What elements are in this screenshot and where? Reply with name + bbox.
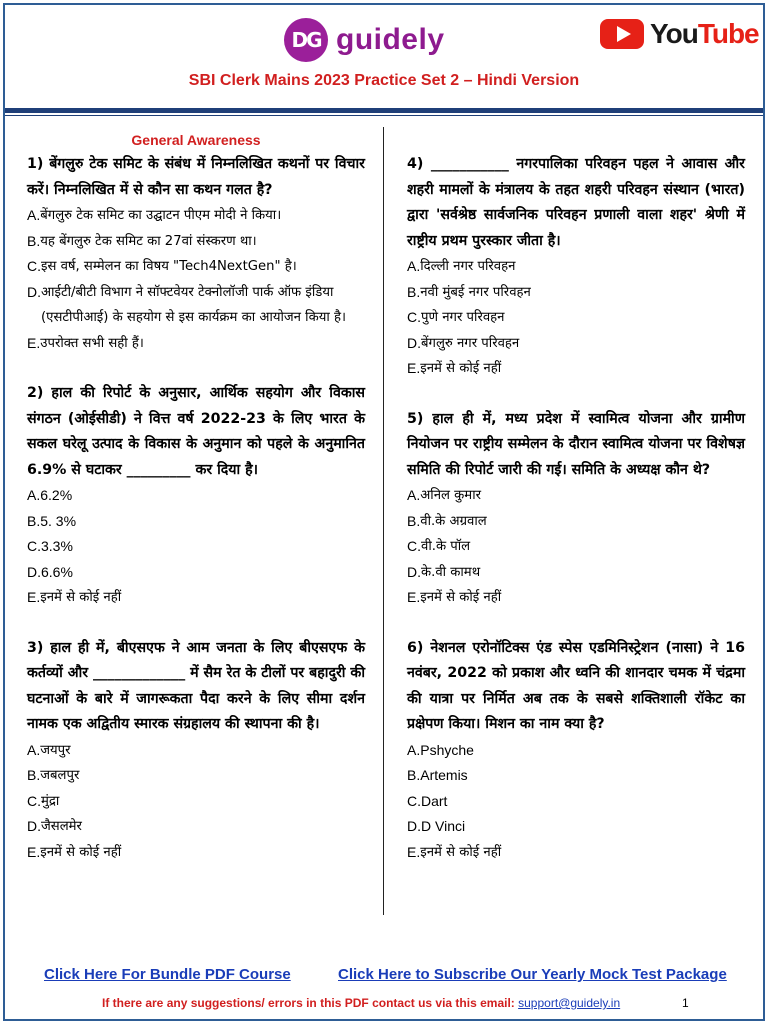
document-title: SBI Clerk Mains 2023 Practice Set 2 – Hindi Version: [188, 72, 580, 89]
youtube-play-icon: [600, 19, 644, 49]
option-letter: C.: [407, 792, 421, 809]
option-text: मुंद्रा: [41, 793, 60, 809]
question-block: [407, 407, 745, 611]
option-item: [27, 840, 365, 866]
option-letter: C.: [407, 538, 421, 554]
option-item: [27, 509, 365, 535]
option-item: [27, 483, 365, 509]
option-text: जबलपुर: [40, 768, 80, 783]
option-text: इनमें से कोई नहीं: [420, 590, 502, 605]
left-column: [27, 130, 365, 890]
guidely-logo[interactable]: [284, 16, 445, 64]
option-item: [27, 814, 365, 840]
option-letter: B.: [27, 232, 41, 249]
option-text: जैसलमेर: [41, 819, 82, 834]
option-item: [407, 280, 745, 306]
option-item: [407, 814, 745, 840]
bundle-pdf-course-link[interactable]: Click Here For Bundle PDF Course: [44, 966, 291, 983]
option-item: [27, 534, 365, 560]
option-item: [407, 356, 745, 382]
option-letter: E.: [27, 843, 41, 860]
option-text: 6.2%: [40, 487, 73, 503]
subscribe-mock-test-link[interactable]: Click Here to Subscribe Our Yearly Mock Test Package: [338, 966, 727, 983]
option-item: [407, 789, 745, 815]
option-text: उपरोक्त सभी सही हैं।: [40, 335, 144, 351]
option-item: [407, 305, 745, 331]
option-text: 3.3%: [41, 538, 73, 554]
column-spacer: [407, 130, 745, 152]
option-item: [27, 789, 365, 815]
option-letter: B.: [27, 512, 41, 529]
header-divider: [5, 108, 763, 113]
question-block: [407, 636, 745, 866]
question-block: [407, 152, 745, 382]
option-letter: E.: [407, 589, 421, 605]
option-text: 6.6%: [41, 563, 73, 580]
question-block: [27, 636, 365, 866]
option-item: [407, 483, 745, 509]
option-letter: E.: [407, 360, 421, 376]
option-text: Dart: [421, 792, 448, 809]
option-text: Pshyche: [420, 741, 474, 758]
option-text: बेंगलुरु टेक समिट का उद्घाटन पीएम मोदी ने किया।: [40, 208, 282, 223]
option-text: यह बेंगलुरु टेक समिट का 27वां संस्करण था।: [40, 233, 257, 249]
option-item: [407, 738, 745, 764]
page-number: 1: [682, 996, 689, 1010]
option-item: [27, 203, 365, 229]
option-text: अनिल कुमार: [420, 488, 482, 503]
option-text: वी.के अग्रवाल: [420, 513, 487, 529]
youtube-wordmark: YouTube: [650, 18, 759, 49]
option-item: [27, 229, 365, 255]
option-item: [27, 331, 365, 357]
option-letter: D.: [407, 818, 421, 834]
section-title: General Awareness: [131, 132, 261, 148]
option-text: इनमें से कोई नहीं: [420, 361, 502, 376]
option-text: इनमें से कोई नहीं: [420, 844, 502, 860]
question-text: 4) ___________ नगरपालिका परिवहन पहल ने आवास और शहरी मामलों के मंत्रालय के तहत शहरी परिवहन संस्थान (भारत) द्वारा 'सर्वश्रेष्ठ सार्वजनिक परिवहन प्रणाली वाला शहर' श्रेणी में राष्ट्रीय प्रथम पुरस्कार जीता है।: [407, 156, 745, 249]
option-item: [407, 331, 745, 357]
option-letter: C.: [27, 792, 41, 809]
option-text: जयपुर: [40, 742, 71, 758]
option-text: इनमें से कोई नहीं: [40, 590, 122, 605]
column-divider: [383, 127, 384, 915]
option-item: [407, 509, 745, 535]
question-text: 5) हाल ही में, मध्य प्रदेश में स्वामित्व योजना और ग्रामीण नियोजन पर राष्ट्रीय सम्मेलन के दौरान स्वामित्व योजना पर विशेषज्ञ समिति की रिपोर्ट जारी की गई। समिति के अध्यक्ष कौन थे?: [407, 410, 745, 478]
option-letter: E.: [27, 334, 41, 351]
option-letter: D.: [27, 818, 41, 834]
option-letter: C.: [27, 258, 41, 274]
option-letter: A.: [27, 207, 41, 223]
option-letter: C.: [27, 538, 41, 554]
option-letter: D.: [407, 563, 421, 580]
option-letter: A.: [407, 487, 421, 503]
option-item: [27, 280, 365, 331]
option-letter: A.: [407, 258, 421, 274]
option-letter: B.: [27, 767, 41, 783]
option-text: के.वी कामथ: [421, 564, 481, 580]
option-letter: E.: [27, 589, 41, 605]
option-item: [407, 840, 745, 866]
option-letter: D.: [27, 563, 41, 580]
option-letter: C.: [407, 309, 421, 325]
option-letter: B.: [407, 512, 421, 529]
support-email-link[interactable]: support@guidely.in: [518, 996, 621, 1010]
guidely-logo-icon: DG: [284, 18, 328, 62]
option-text: 5. 3%: [40, 512, 77, 529]
option-letter: A.: [27, 741, 41, 758]
option-item: [407, 254, 745, 280]
option-text: दिल्ली नगर परिवहन: [420, 259, 516, 274]
option-text: इनमें से कोई नहीं: [40, 844, 122, 860]
option-item: [27, 585, 365, 611]
question-text: 3) हाल ही में, बीएसएफ ने आम जनता के लिए बीएसएफ के कर्तव्यों और _____________ में सैम रेत के टीलों पर बहादुरी की घटनाओं के बारे में जागरूकता पैदा करने के लिए सीमा दर्शन नामक एक अद्वितीय स्मारक संग्रहालय की स्थापना की है।: [27, 639, 365, 732]
option-item: [27, 763, 365, 789]
footer-links: [0, 966, 768, 988]
option-item: [27, 254, 365, 280]
footer-note-text: If there are any suggestions/ errors in this PDF contact us via this email:: [102, 996, 519, 1010]
option-text: वी.के पॉल: [421, 539, 471, 554]
option-item: [27, 738, 365, 764]
option-letter: A.: [27, 487, 41, 503]
option-letter: D.: [407, 334, 421, 351]
guidely-logo-text: guidely: [336, 23, 445, 56]
option-text: पुणे नगर परिवहन: [421, 310, 505, 325]
youtube-logo[interactable]: [600, 18, 759, 50]
option-letter: E.: [407, 843, 421, 860]
option-item: [407, 534, 745, 560]
right-column: [407, 130, 745, 890]
question-text: 6) नेशनल एरोनॉटिक्स एंड स्पेस एडमिनिस्ट्रेशन (नासा) ने 16 नवंबर, 2022 को प्रकाश और ध्वनि की शानदार चमक में चंद्रमा की यात्रा पर निर्मित अब तक के सबसे शक्तिशाली रॉकेट का प्रक्षेपण किया। मिशन का नाम क्या है?: [407, 639, 745, 732]
option-letter: B.: [407, 283, 421, 300]
question-block: [27, 152, 365, 356]
option-item: [407, 560, 745, 586]
option-item: [27, 560, 365, 586]
option-item: [407, 763, 745, 789]
option-text: इस वर्ष, सम्मेलन का विषय "Tech4NextGen" है।: [41, 259, 297, 274]
question-text: 2) हाल की रिपोर्ट के अनुसार, आर्थिक सहयोग और विकास संगठन (ओईसीडी) ने वित्त वर्ष 2022-23 के लिए भारत के सकल घरेलू उत्पाद के विकास के अनुमान को पहले के अनुमानित 6.9% से घटाकर _________ कर दिया है।: [27, 385, 365, 478]
question-block: [27, 381, 365, 611]
option-letter: B.: [407, 767, 421, 783]
header-divider-thin: [5, 115, 763, 116]
option-text: नवी मुंबई नगर परिवहन: [420, 284, 531, 300]
option-text: Artemis: [420, 767, 468, 783]
option-item: [407, 585, 745, 611]
footer-note: [102, 996, 620, 1010]
option-letter: A.: [407, 741, 421, 758]
option-letter: D.: [27, 283, 41, 300]
option-text: आईटी/बीटी विभाग ने सॉफ्टवेयर टेक्नोलॉजी पार्क ऑफ इंडिया (एसटीपीआई) के सहयोग से इस कार्यक्रम का आयोजन किया है।: [41, 284, 346, 325]
question-text: 1) बेंगलुरु टेक समिट के संबंध में निम्नलिखित कथनों पर विचार करें। निम्नलिखित में से कौन सा कथन गलत है?: [27, 156, 365, 198]
option-text: बेंगलुरु नगर परिवहन: [421, 335, 520, 351]
option-text: D Vinci: [421, 818, 466, 834]
